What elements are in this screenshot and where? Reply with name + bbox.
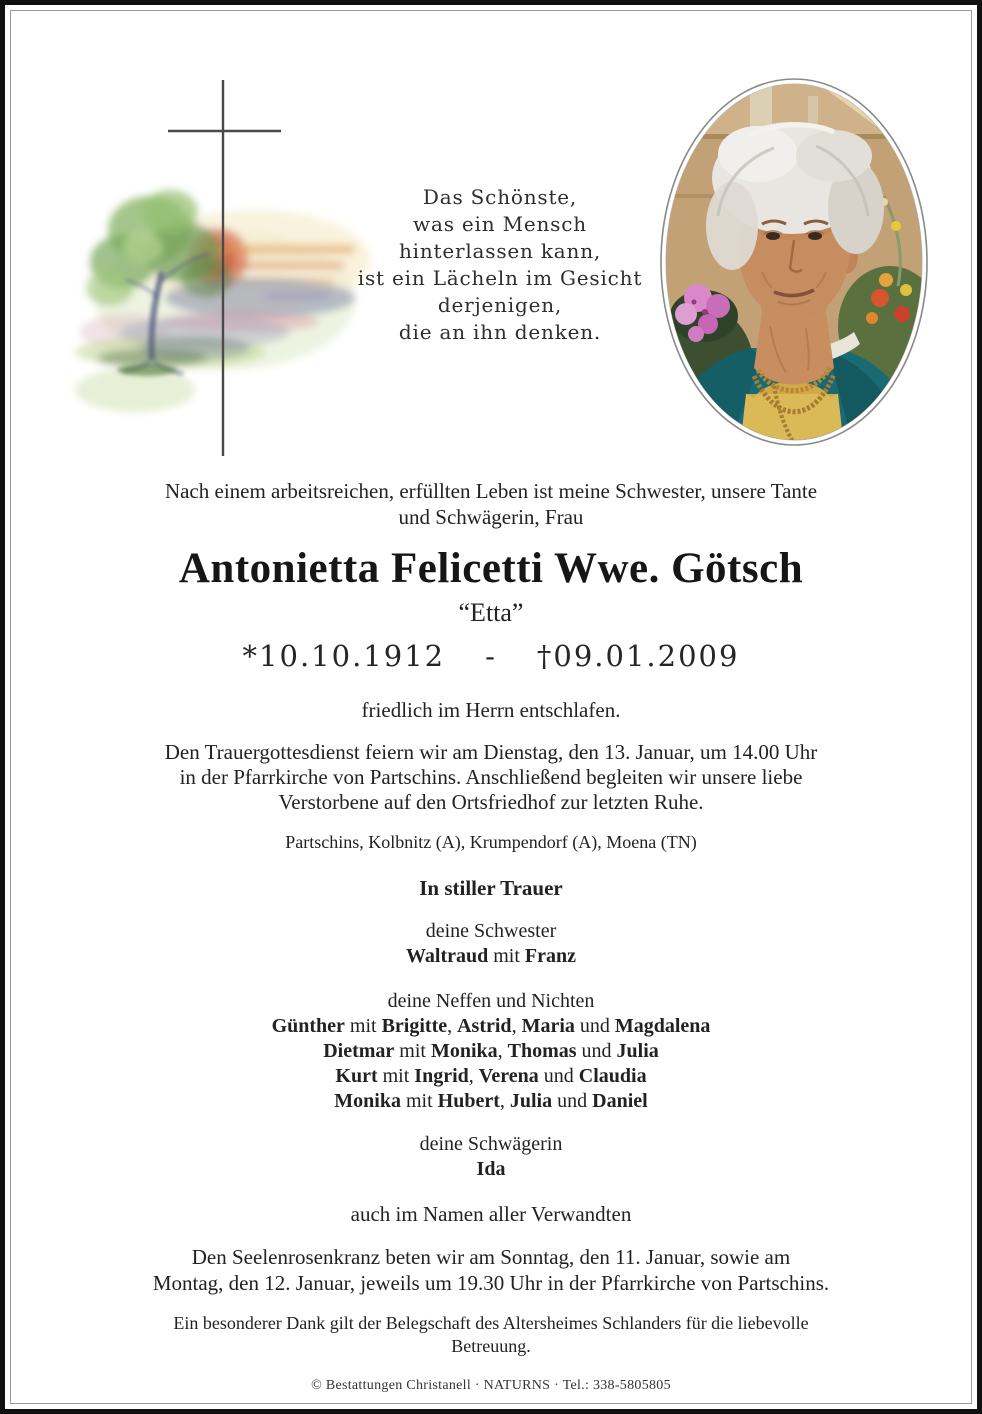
- poem-line: was ein Mensch: [413, 212, 587, 236]
- rosary-line: Montag, den 12. Januar, jeweils um 19.30 Uhr in der Pfarrkirche von Partschins.: [152, 1271, 830, 1295]
- intro-line: und Schwägerin, Frau: [398, 505, 584, 529]
- poem-line: derjenigen,: [437, 293, 563, 317]
- relation-label: deine Schwägerin: [419, 1133, 563, 1155]
- mourner-group-sister: [40, 919, 942, 969]
- mourner-names: Ida: [476, 1158, 506, 1180]
- places-line: Partschins, Kolbnitz (A), Krumpendorf (A), Moena (TN): [285, 832, 697, 852]
- birth-date: *10.10.1912: [242, 639, 446, 673]
- poem-line: Das Schönste,: [422, 185, 578, 209]
- closing-line: auch im Namen aller Verwandten: [350, 1202, 632, 1226]
- thanks-line: Ein besonderer Dank gilt der Belegschaft des Altersheimes Schlanders für die liebevolle: [173, 1313, 809, 1333]
- mourner-names: Günther mit Brigitte, Astrid, Maria und Magdalena: [271, 1015, 711, 1037]
- portrait-photo: [658, 76, 930, 448]
- service-line: Verstorbene auf den Ortsfriedhof zur letzten Ruhe.: [278, 790, 704, 814]
- announcement-text: [40, 478, 942, 1394]
- funeral-service-paragraph: [40, 740, 942, 815]
- mourner-group-sister-in-law: [40, 1132, 942, 1182]
- funeral-home-footer: © Bestattungen Christanell · NATURNS · Tel.: 338-5805805: [311, 1378, 671, 1393]
- death-date: †09.01.2009: [536, 639, 740, 673]
- poem-line: die an ihn denken.: [398, 320, 602, 344]
- relation-label: deine Schwester: [425, 920, 557, 942]
- dates-separator: -: [485, 639, 497, 673]
- poem-line: hinterlassen kann,: [398, 239, 602, 263]
- passing-line: friedlich im Herrn entschlafen.: [361, 698, 621, 722]
- thanks-paragraph: [40, 1312, 942, 1358]
- mourning-header: In stiller Trauer: [419, 876, 563, 900]
- service-line: in der Pfarrkirche von Partschins. Anschließend begleiten wir unsere liebe: [179, 765, 803, 789]
- rosary-line: Den Seelenrosenkranz beten wir am Sonntag, den 11. Januar, sowie am: [191, 1245, 791, 1269]
- poem-line: ist ein Lächeln im Gesicht: [357, 266, 643, 290]
- intro-line: Nach einem arbeitsreichen, erfüllten Leben ist meine Schwester, unsere Tante: [164, 479, 818, 503]
- mourner-group-nephews-nieces: [40, 989, 942, 1114]
- service-line: Den Trauergottesdienst feiern wir am Dienstag, den 13. Januar, um 14.00 Uhr: [164, 740, 818, 764]
- deceased-name: Antonietta Felicetti Wwe. Götsch: [178, 545, 804, 592]
- rosary-paragraph: [40, 1244, 942, 1296]
- mourner-names: Monika mit Hubert, Julia und Daniel: [334, 1090, 648, 1112]
- mourner-names: Kurt mit Ingrid, Verena und Claudia: [335, 1065, 647, 1087]
- thanks-line: Betreuung.: [451, 1336, 531, 1356]
- deceased-nickname: “Etta”: [458, 598, 524, 627]
- relation-label: deine Neffen und Nichten: [387, 990, 595, 1012]
- life-dates: [40, 638, 942, 674]
- mourner-names: Dietmar mit Monika, Thomas und Julia: [323, 1040, 659, 1062]
- mourner-names: Waltraud mit Franz: [405, 945, 576, 967]
- portrait-photo-svg: [658, 76, 930, 448]
- memorial-poem: [318, 184, 682, 346]
